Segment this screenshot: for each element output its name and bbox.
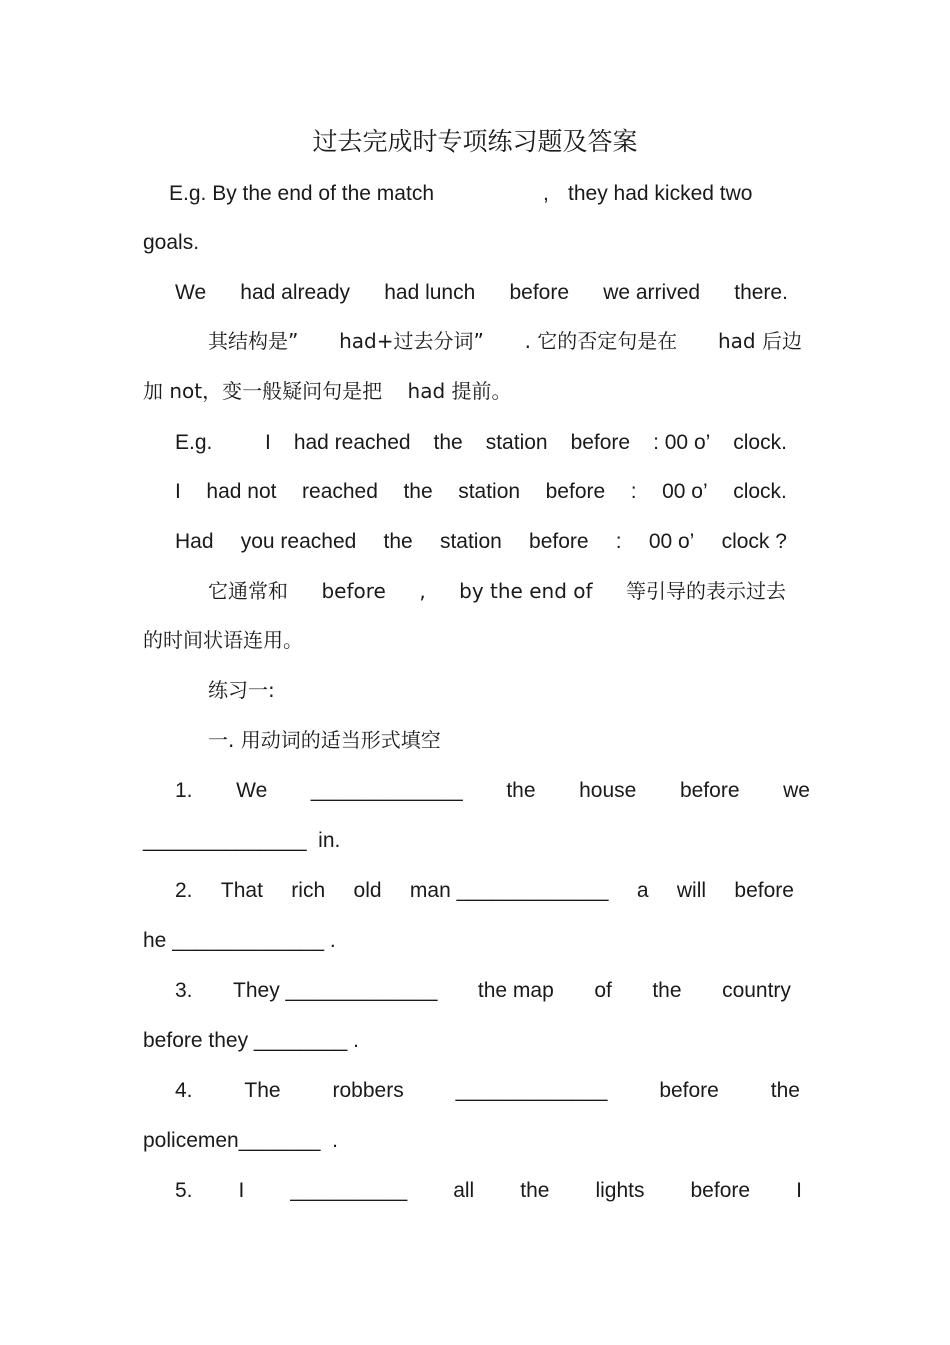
word: I [265, 431, 271, 454]
exercise-item-3 [175, 980, 791, 1001]
word: of [594, 979, 612, 1002]
exercise-item-4-continuation: policemen_______ . [143, 1129, 338, 1152]
exercise-heading: 练习一: [208, 678, 275, 702]
word: had already [240, 281, 351, 304]
segment: had+过去分词” [339, 329, 484, 353]
word: clock ? [721, 530, 787, 553]
word: The [244, 1079, 281, 1102]
eg-label: E.g. [175, 431, 213, 454]
word: We [236, 779, 268, 802]
word: there. [734, 281, 788, 304]
item-number: 2. [175, 879, 193, 902]
exercise-item-1 [175, 780, 810, 801]
word: : 00 o’ [653, 431, 711, 454]
example-2-sentence [175, 282, 788, 303]
eg-sentence-3 [175, 531, 787, 552]
segment: . 它的否定句是在 [524, 329, 678, 353]
word: we arrived [603, 281, 701, 304]
word: the [433, 431, 463, 454]
word: the [520, 1179, 550, 1202]
answer-blank: __________ [290, 1179, 408, 1202]
word: before [529, 530, 589, 553]
word: We [175, 281, 207, 304]
word: will [676, 879, 707, 902]
word: the [506, 779, 536, 802]
segment: , [419, 579, 426, 603]
word: had reached [293, 431, 411, 454]
item-number: 5. [175, 1179, 193, 1202]
example-1-comma: , [543, 182, 549, 205]
word: before [659, 1079, 719, 1102]
example-1-part-c: goals. [143, 231, 200, 254]
word: the [770, 1079, 800, 1102]
word: man _____________ [409, 879, 609, 902]
word: clock. [733, 431, 787, 454]
eg-sentence-2 [175, 481, 787, 502]
item-number: 1. [175, 779, 193, 802]
segment: 其结构是” [208, 329, 299, 353]
word: house [579, 779, 637, 802]
segment: 等引导的表示过去 [626, 579, 786, 603]
example-1-part-a: E.g. By the end of the match [169, 182, 434, 205]
answer-blank: _____________ [455, 1079, 608, 1102]
word: old [353, 879, 382, 902]
word: clock. [733, 480, 787, 503]
word: before [509, 281, 570, 304]
page-title: 过去完成时专项练习题及答案 [312, 127, 638, 156]
exercise-section-title: 一. 用动词的适当形式填空 [208, 728, 441, 752]
structure-line-2: 加 not，变一般疑问句是把 had 提前。 [143, 379, 512, 403]
item-number: 4. [175, 1079, 193, 1102]
answer-blank: _____________ [310, 779, 463, 802]
word: I [796, 1179, 802, 1202]
word: we [783, 779, 810, 802]
word: : [630, 480, 637, 503]
word: I [238, 1179, 245, 1202]
word: They _____________ [233, 979, 438, 1002]
exercise-item-4 [175, 1080, 800, 1101]
word: before [545, 480, 606, 503]
exercise-item-2-continuation: he _____________ . [143, 929, 336, 952]
word: rich [291, 879, 326, 902]
word: had lunch [384, 281, 476, 304]
item-number: 3. [175, 979, 193, 1002]
word: robbers [332, 1079, 404, 1102]
word: you reached [240, 530, 357, 553]
word: all [453, 1179, 475, 1202]
word: station [439, 530, 502, 553]
word: had not [206, 480, 277, 503]
word: the [403, 480, 433, 503]
word: station [485, 431, 548, 454]
usage-line-2: 的时间状语连用。 [143, 628, 303, 652]
word: the [652, 979, 682, 1002]
word: I [175, 480, 181, 503]
word: before [734, 879, 794, 902]
word: country [722, 979, 791, 1002]
word: 00 o’ [648, 530, 695, 553]
exercise-item-3-continuation: before they ________ . [143, 1029, 360, 1052]
word: station [458, 480, 521, 503]
word: a [636, 879, 649, 902]
eg-sentence-1 [265, 432, 787, 453]
exercise-item-5 [175, 1180, 802, 1201]
usage-line-1 [208, 581, 786, 601]
word: the [383, 530, 413, 553]
word: That [220, 879, 263, 902]
segment: had 后边 [718, 329, 802, 353]
word: : [615, 530, 622, 553]
word: before [679, 779, 740, 802]
segment: 它通常和 [208, 579, 288, 603]
word: before [690, 1179, 751, 1202]
word: lights [595, 1179, 645, 1202]
exercise-item-2 [175, 880, 794, 901]
example-1-part-b: they had kicked two [568, 182, 753, 205]
structure-line-1 [208, 331, 802, 351]
segment: by the end of [459, 579, 593, 603]
word: reached [302, 480, 378, 503]
exercise-item-1-continuation: ______________ in. [143, 829, 341, 852]
word: before [570, 431, 631, 454]
word: the map [477, 979, 554, 1002]
word: Had [175, 530, 214, 553]
word: 00 o’ [662, 480, 708, 503]
segment: before [321, 579, 386, 603]
